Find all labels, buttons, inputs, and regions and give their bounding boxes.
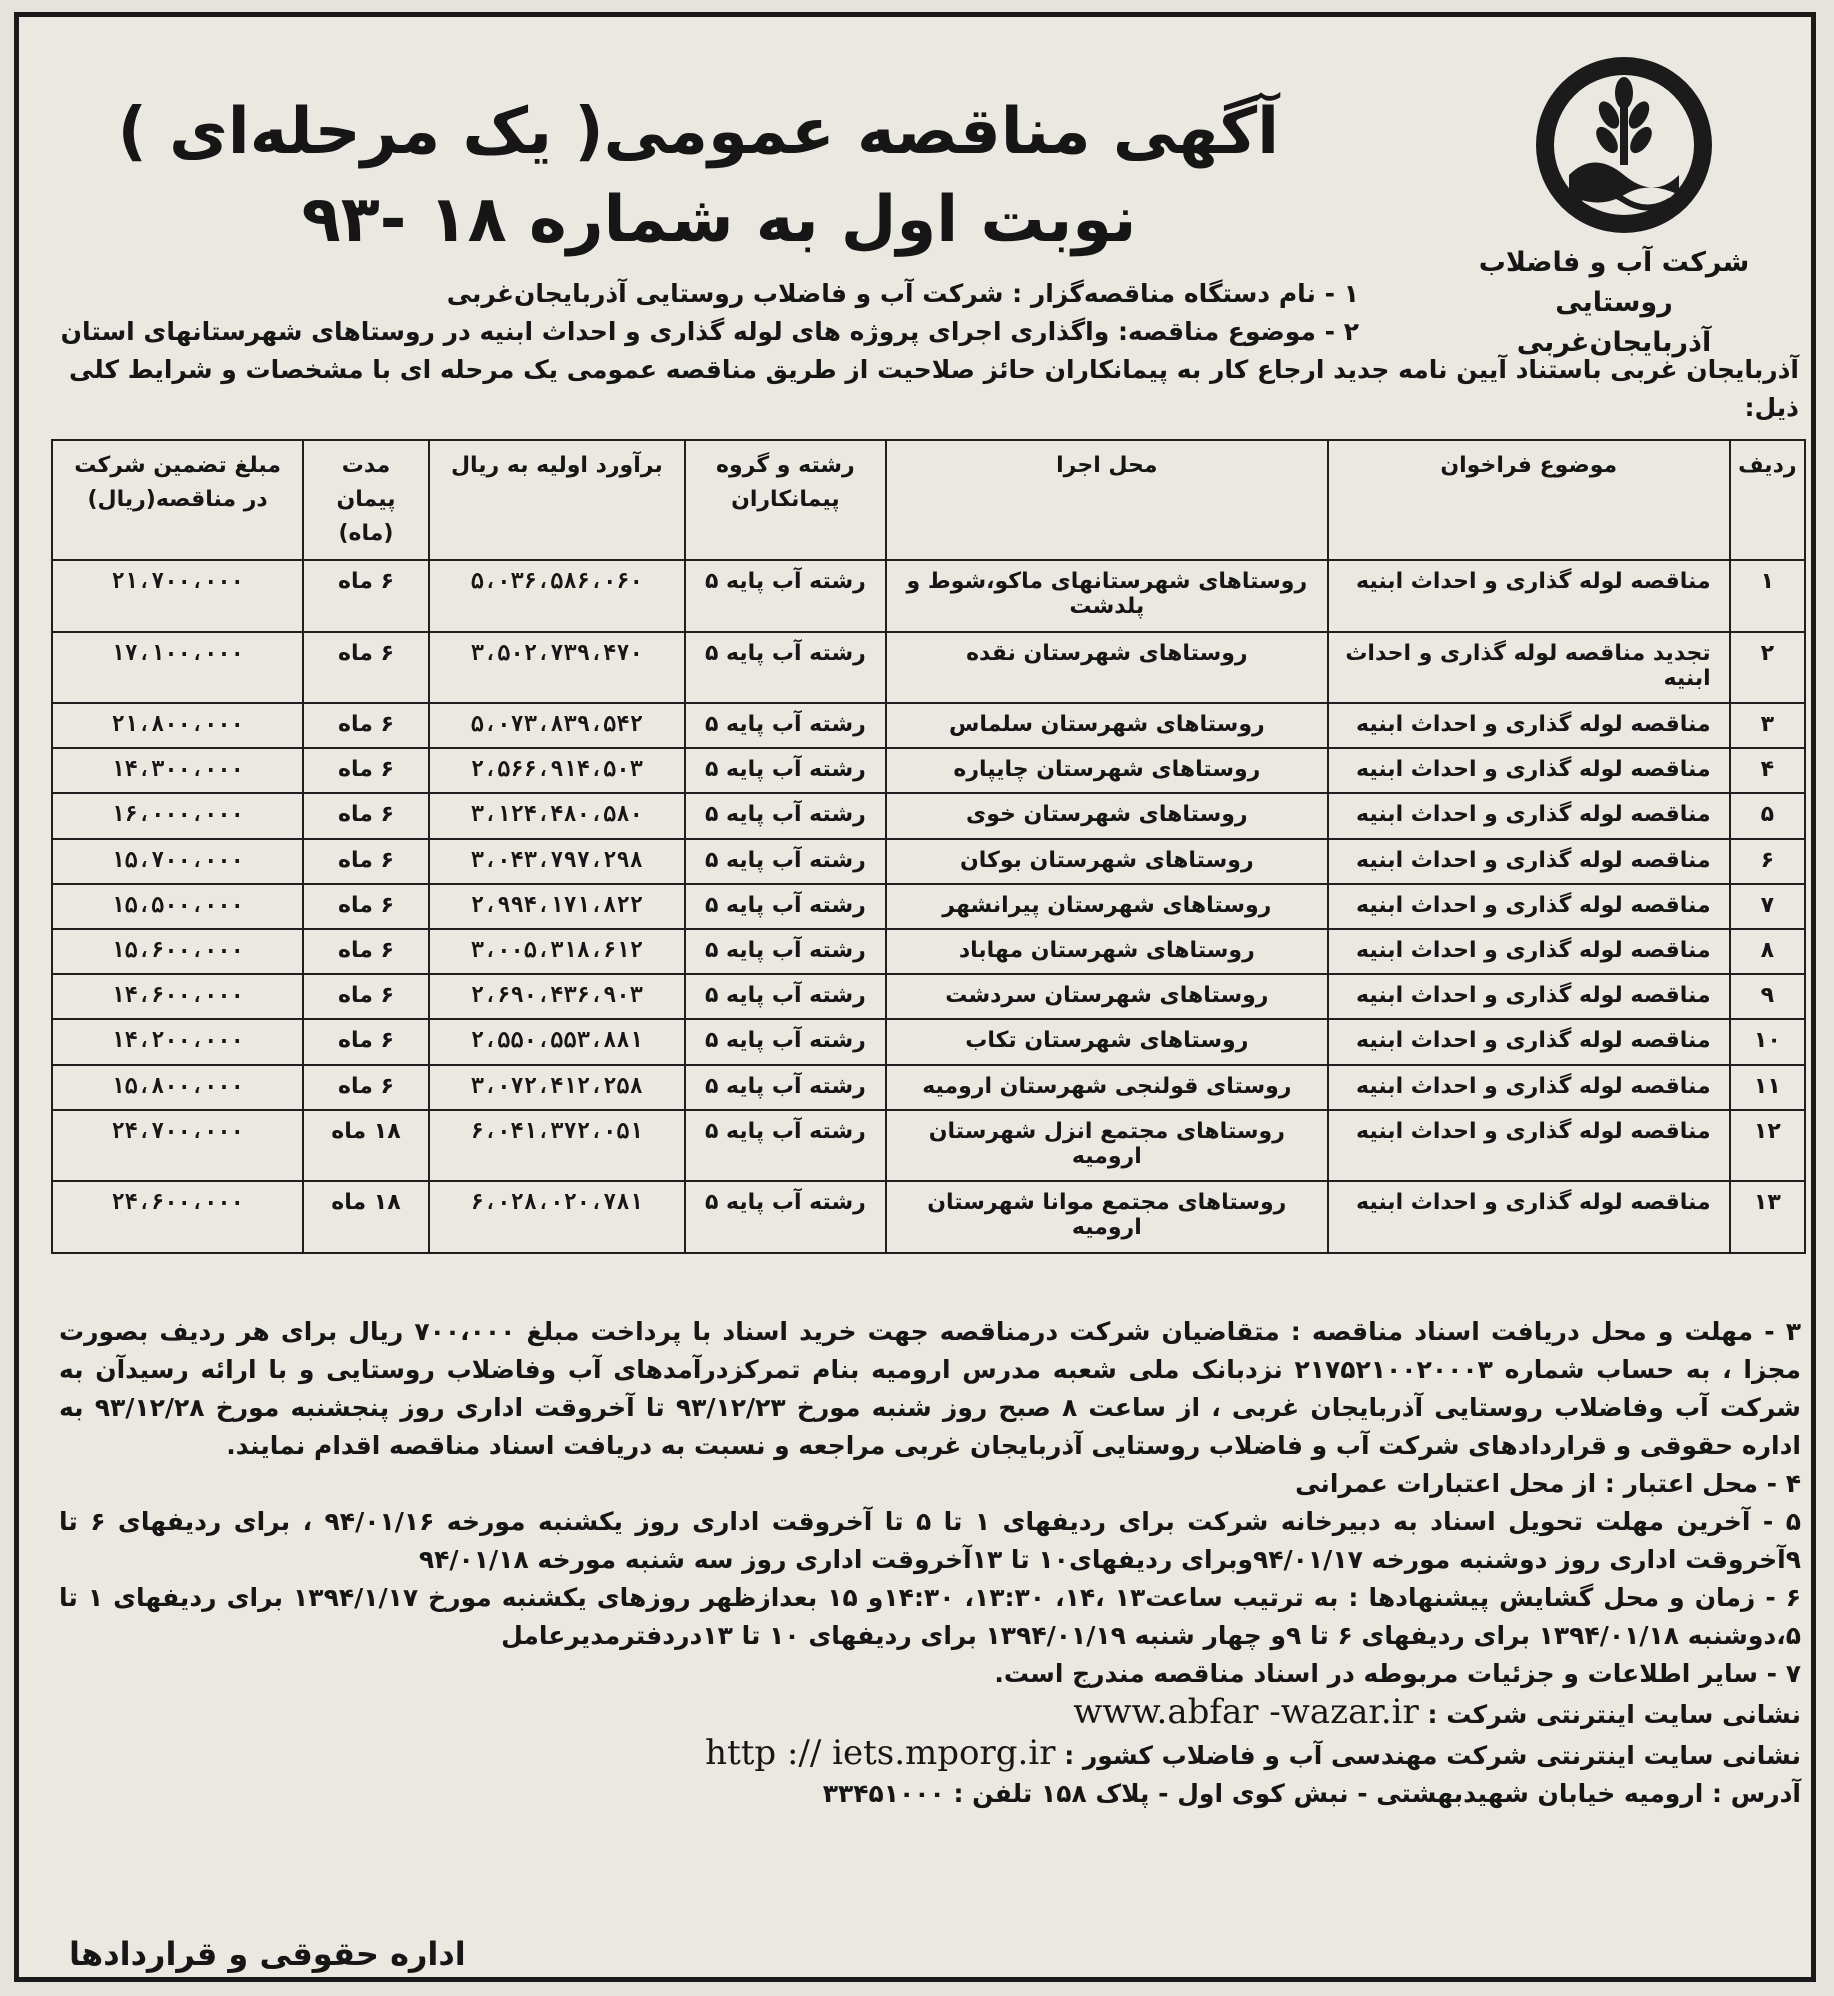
conditions-section xyxy=(59,1313,1801,1813)
column-header: رشته و گروه پیمانکاران xyxy=(685,440,886,560)
column-header: مبلغ تضمین شرکت در مناقصه(ریال) xyxy=(52,440,303,560)
subject-cell: مناقصه لوله گذاری و احداث ابنیه xyxy=(1328,1019,1730,1064)
guarantee-cell: ۱۵،۷۰۰،۰۰۰ xyxy=(52,839,303,884)
footer-department: اداره حقوقی و قراردادها xyxy=(69,1935,466,1973)
estimate-cell: ۲،۹۹۴،۱۷۱،۸۲۲ xyxy=(429,884,685,929)
subject-cell: مناقصه لوله گذاری و احداث ابنیه xyxy=(1328,748,1730,793)
table-row xyxy=(52,974,1805,1019)
address-line: آدرس : ارومیه خیابان شهیدبهشتی - نبش کوی اول - پلاک ۱۵۸ تلفن : ۳۳۴۵۱۰۰۰ xyxy=(822,1779,1801,1808)
condition-item: ۶ - زمان و محل گشایش پیشنهادها : به ترتیب ساعت۱۳ ،۱۴، ۱۳:۳۰، ۱۴:۳۰و ۱۵ بعدازظهر روزهای یکشنبه مورخ ۱۳۹۴/۱/۱۷ برای ردیفهای ۱ تا ۵،دوشنبه ۱۳۹۴/۰۱/۱۸ برای ردیفهای ۶ تا ۹و چهار شنبه ۱۳۹۴/۰۱/۱۹ برای ردیفهای ۱۰ تا ۱۳دردفترمدیرعامل xyxy=(59,1583,1802,1650)
condition-item: ۴ - محل اعتبار : از محل اعتبارات عمرانی xyxy=(1295,1469,1801,1498)
subject-cell: مناقصه لوله گذاری و احداث ابنیه xyxy=(1328,703,1730,748)
guarantee-cell: ۲۴،۶۰۰،۰۰۰ xyxy=(52,1181,303,1253)
condition-item: ۳ - مهلت و محل دریافت اسناد مناقصه : متقاضیان شرکت درمناقصه جهت خرید اسناد با پرداخت مبلغ ۷۰۰،۰۰۰ ریال برای هر ردیف بصورت مجزا ، به حساب شماره ۲۱۷۵۲۱۰۰۲۰۰۰۳ نزدبانک ملی شعبه مدرس ارومیه بنام تمرکزدرآمدهای آب وفاضلاب روستایی و با ارائه رسیدآن به شرکت آب وفاضلاب روستایی آذربایجان غربی ، از ساعت ۸ صبح روز شنبه مورخ ۹۳/۱۲/۲۳ تا آخروقت اداری روز پنجشنبه مورخ ۹۳/۱۲/۲۸ به اداره حقوقی و قراردادهای شرکت آب و فاضلاب روستایی آذربایجان غربی مراجعه و نسبت به دریافت اسناد مناقصه اقدام نمایند. xyxy=(59,1317,1801,1460)
table-row xyxy=(52,884,1805,929)
iets-label: نشانی سایت اینترنتی شرکت مهندسی آب و فاضلاب کشور : xyxy=(1064,1741,1801,1770)
guarantee-cell: ۲۴،۷۰۰،۰۰۰ xyxy=(52,1110,303,1182)
table-row xyxy=(52,929,1805,974)
guarantee-cell: ۱۵،۸۰۰،۰۰۰ xyxy=(52,1065,303,1110)
location-cell: روستاهای مجتمع موانا شهرستان ارومیه xyxy=(886,1181,1328,1253)
row-number-cell: ۹ xyxy=(1730,974,1805,1019)
location-cell: روستاهای شهرستان پیرانشهر xyxy=(886,884,1328,929)
table-row xyxy=(52,1181,1805,1253)
guarantee-cell: ۱۴،۲۰۰،۰۰۰ xyxy=(52,1019,303,1064)
contractor-group-cell: رشته آب پایه ۵ xyxy=(685,703,886,748)
row-number-cell: ۱ xyxy=(1730,560,1805,632)
duration-cell: ۶ ماه xyxy=(303,884,429,929)
table-header-row xyxy=(52,440,1805,560)
guarantee-cell: ۱۵،۵۰۰،۰۰۰ xyxy=(52,884,303,929)
estimate-cell: ۶،۰۲۸،۰۲۰،۷۸۱ xyxy=(429,1181,685,1253)
subject-cell: مناقصه لوله گذاری و احداث ابنیه xyxy=(1328,793,1730,838)
estimate-cell: ۵،۰۳۶،۵۸۶،۰۶۰ xyxy=(429,560,685,632)
tender-table xyxy=(51,439,1806,1254)
table-row xyxy=(52,703,1805,748)
row-number-cell: ۱۰ xyxy=(1730,1019,1805,1064)
subject-cell: مناقصه لوله گذاری و احداث ابنیه xyxy=(1328,974,1730,1019)
table-row xyxy=(52,748,1805,793)
subject-cell: مناقصه لوله گذاری و احداث ابنیه xyxy=(1328,1110,1730,1182)
estimate-cell: ۵،۰۷۳،۸۳۹،۵۴۲ xyxy=(429,703,685,748)
duration-cell: ۶ ماه xyxy=(303,839,429,884)
row-number-cell: ۵ xyxy=(1730,793,1805,838)
estimate-cell: ۳،۰۰۵،۳۱۸،۶۱۲ xyxy=(429,929,685,974)
column-header: مدت پیمان (ماه) xyxy=(303,440,429,560)
estimate-cell: ۳،۰۴۳،۷۹۷،۲۹۸ xyxy=(429,839,685,884)
table-row xyxy=(52,839,1805,884)
guarantee-cell: ۲۱،۸۰۰،۰۰۰ xyxy=(52,703,303,748)
location-cell: روستاهای شهرستان تکاب xyxy=(886,1019,1328,1064)
website-line xyxy=(59,1693,1801,1734)
intro-item-continuation: آذربایجان غربی باستناد آیین نامه جدید ارجاع کار به پیمانکاران حائز صلاحیت از طریق مناقصه عمومی یک مرحله ای با مشخصات و شرایط کلی ذیل: xyxy=(68,355,1799,422)
row-number-cell: ۸ xyxy=(1730,929,1805,974)
duration-cell: ۶ ماه xyxy=(303,974,429,1019)
estimate-cell: ۶،۰۴۱،۳۷۲،۰۵۱ xyxy=(429,1110,685,1182)
notice-number: نوبت اول به شماره ۱۸ -۹۳ xyxy=(301,183,1137,257)
duration-cell: ۶ ماه xyxy=(303,793,429,838)
estimate-cell: ۳،۵۰۲،۷۳۹،۴۷۰ xyxy=(429,632,685,704)
contractor-group-cell: رشته آب پایه ۵ xyxy=(685,974,886,1019)
row-number-cell: ۷ xyxy=(1730,884,1805,929)
row-number-cell: ۴ xyxy=(1730,748,1805,793)
guarantee-cell: ۲۱،۷۰۰،۰۰۰ xyxy=(52,560,303,632)
estimate-cell: ۳،۱۲۴،۴۸۰،۵۸۰ xyxy=(429,793,685,838)
condition-item: ۷ - سایر اطلاعات و جزئیات مربوطه در اسناد مناقصه مندرج است. xyxy=(994,1659,1801,1688)
row-number-cell: ۱۳ xyxy=(1730,1181,1805,1253)
table-row xyxy=(52,632,1805,704)
location-cell: روستاهای شهرستان چایپاره xyxy=(886,748,1328,793)
guarantee-cell: ۱۵،۶۰۰،۰۰۰ xyxy=(52,929,303,974)
tender-notice xyxy=(14,12,1816,1982)
row-number-cell: ۱۱ xyxy=(1730,1065,1805,1110)
guarantee-cell: ۱۴،۶۰۰،۰۰۰ xyxy=(52,974,303,1019)
estimate-cell: ۳،۰۷۲،۴۱۲،۲۵۸ xyxy=(429,1065,685,1110)
contractor-group-cell: رشته آب پایه ۵ xyxy=(685,632,886,704)
location-cell: روستاهای شهرستان بوکان xyxy=(886,839,1328,884)
subject-cell: مناقصه لوله گذاری و احداث ابنیه xyxy=(1328,839,1730,884)
row-number-cell: ۶ xyxy=(1730,839,1805,884)
table-row xyxy=(52,1110,1805,1182)
subject-cell: تجدید مناقصه لوله گذاری و احداث ابنیه xyxy=(1328,632,1730,704)
website-link[interactable]: www.abfar -wazar.ir xyxy=(1073,1692,1419,1732)
duration-cell: ۶ ماه xyxy=(303,703,429,748)
row-number-cell: ۳ xyxy=(1730,703,1805,748)
row-number-cell: ۱۲ xyxy=(1730,1110,1805,1182)
contractor-group-cell: رشته آب پایه ۵ xyxy=(685,1110,886,1182)
guarantee-cell: ۱۶،۰۰۰،۰۰۰ xyxy=(52,793,303,838)
estimate-cell: ۲،۵۶۶،۹۱۴،۵۰۳ xyxy=(429,748,685,793)
contractor-group-cell: رشته آب پایه ۵ xyxy=(685,793,886,838)
intro-item: ۲ - موضوع مناقصه: واگذاری اجرای پروژه های لوله گذاری و احداث ابنیه در روستاهای شهرستانهای استان xyxy=(60,317,1359,346)
contractor-group-cell: رشته آب پایه ۵ xyxy=(685,1065,886,1110)
notice-title: آگهی مناقصه عمومی( یک مرحله‌ای ) xyxy=(117,95,1279,169)
subject-cell: مناقصه لوله گذاری و احداث ابنیه xyxy=(1328,1181,1730,1253)
table-header xyxy=(52,440,1805,560)
duration-cell: ۶ ماه xyxy=(303,1065,429,1110)
website-label: نشانی سایت اینترنتی شرکت : xyxy=(1427,1700,1801,1729)
contractor-group-cell: رشته آب پایه ۵ xyxy=(685,1019,886,1064)
contractor-group-cell: رشته آب پایه ۵ xyxy=(685,839,886,884)
estimate-cell: ۲،۵۵۰،۵۵۳،۸۸۱ xyxy=(429,1019,685,1064)
duration-cell: ۶ ماه xyxy=(303,560,429,632)
contractor-group-cell: رشته آب پایه ۵ xyxy=(685,1181,886,1253)
table-row xyxy=(52,560,1805,632)
row-number-cell: ۲ xyxy=(1730,632,1805,704)
duration-cell: ۶ ماه xyxy=(303,1019,429,1064)
company-name-line: آذربایجان‌غربی xyxy=(1516,327,1712,358)
contractor-group-cell: رشته آب پایه ۵ xyxy=(685,884,886,929)
condition-item: ۵ - آخرین مهلت تحویل اسناد به دبیرخانه شرکت برای ردیفهای ۱ تا ۵ تا آخروقت اداری روز یکشنبه مورخه ۹۴/۰۱/۱۶ ، برای ردیفهای ۶ تا ۹آخروقت اداری روز دوشنبه مورخه ۹۴/۰۱/۱۷وبرای ردیفهای۱۰ تا ۱۳آخروقت اداری روز سه شنبه مورخه ۹۴/۰۱/۱۸ xyxy=(59,1507,1802,1574)
location-cell: روستاهای شهرستان سردشت xyxy=(886,974,1328,1019)
estimate-cell: ۲،۶۹۰،۴۳۶،۹۰۳ xyxy=(429,974,685,1019)
contractor-group-cell: رشته آب پایه ۵ xyxy=(685,560,886,632)
intro-section xyxy=(59,275,1799,427)
column-header: موضوع فراخوان xyxy=(1328,440,1730,560)
subject-cell: مناقصه لوله گذاری و احداث ابنیه xyxy=(1328,1065,1730,1110)
location-cell: روستاهای شهرستان سلماس xyxy=(886,703,1328,748)
subject-cell: مناقصه لوله گذاری و احداث ابنیه xyxy=(1328,884,1730,929)
intro-item: ۱ - نام دستگاه مناقصه‌گزار : شرکت آب و فاضلاب روستایی آذربایجان‌غربی xyxy=(446,279,1359,308)
table-row xyxy=(52,1019,1805,1064)
guarantee-cell: ۱۷،۱۰۰،۰۰۰ xyxy=(52,632,303,704)
duration-cell: ۱۸ ماه xyxy=(303,1181,429,1253)
location-cell: روستای قولنجی شهرستان ارومیه xyxy=(886,1065,1328,1110)
column-header: برآورد اولیه به ریال xyxy=(429,440,685,560)
duration-cell: ۱۸ ماه xyxy=(303,1110,429,1182)
iets-link[interactable]: http :// iets.mporg.ir xyxy=(705,1733,1056,1773)
contractor-group-cell: رشته آب پایه ۵ xyxy=(685,748,886,793)
location-cell: روستاهای شهرستان نقده xyxy=(886,632,1328,704)
column-header: ردیف xyxy=(1730,440,1805,560)
company-logo-icon xyxy=(1529,45,1719,245)
column-header: محل اجرا xyxy=(886,440,1328,560)
table-row xyxy=(52,793,1805,838)
location-cell: روستاهای شهرستان مهاباد xyxy=(886,929,1328,974)
duration-cell: ۶ ماه xyxy=(303,632,429,704)
table-row xyxy=(52,1065,1805,1110)
contractor-group-cell: رشته آب پایه ۵ xyxy=(685,929,886,974)
iets-line xyxy=(59,1734,1801,1775)
guarantee-cell: ۱۴،۳۰۰،۰۰۰ xyxy=(52,748,303,793)
subject-cell: مناقصه لوله گذاری و احداث ابنیه xyxy=(1328,929,1730,974)
duration-cell: ۶ ماه xyxy=(303,748,429,793)
location-cell: روستاهای شهرستانهای ماکو،شوط و پلدشت xyxy=(886,560,1328,632)
table-body xyxy=(52,560,1805,1253)
subject-cell: مناقصه لوله گذاری و احداث ابنیه xyxy=(1328,560,1730,632)
location-cell: روستاهای شهرستان خوی xyxy=(886,793,1328,838)
duration-cell: ۶ ماه xyxy=(303,929,429,974)
company-name-line: شرکت آب و فاضلاب روستایی xyxy=(1478,247,1750,318)
location-cell: روستاهای مجتمع انزل شهرستان ارومیه xyxy=(886,1110,1328,1182)
